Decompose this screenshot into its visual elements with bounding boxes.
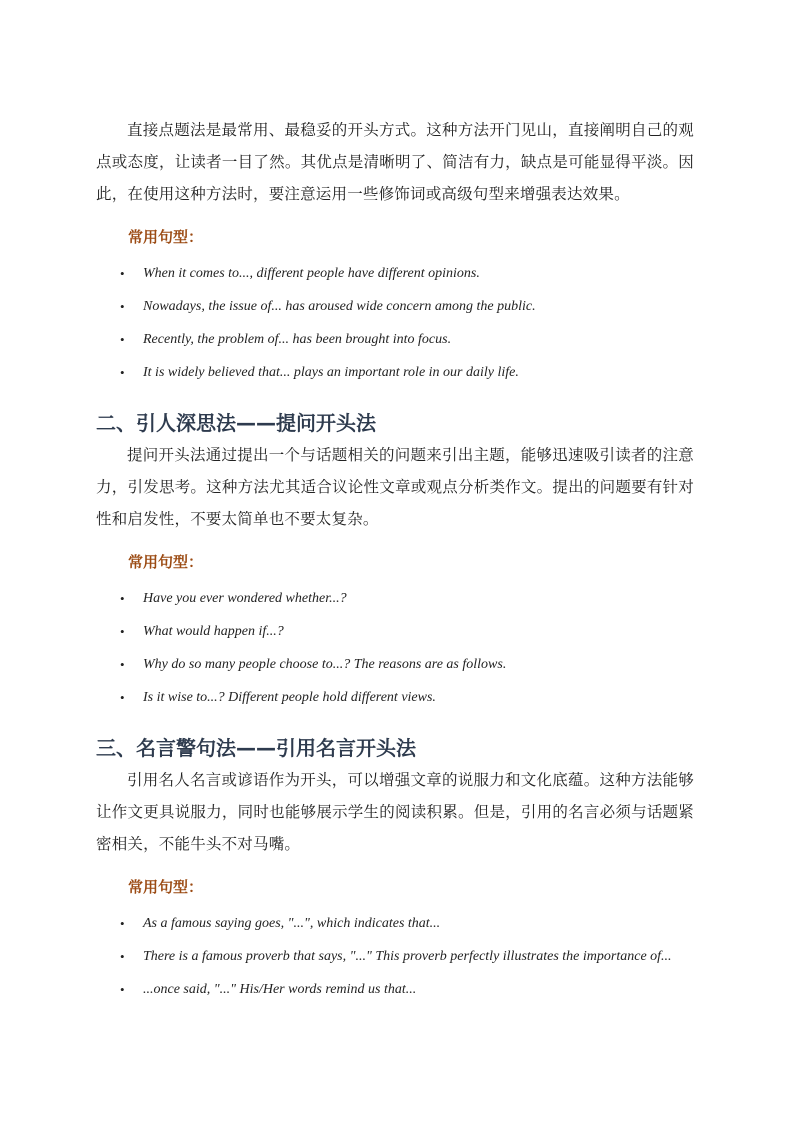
list-item: • It is widely believed that... plays an important role in our daily life. [96, 360, 694, 386]
section1-list [96, 261, 694, 386]
list-item: • Recently, the problem of... has been brought into focus. [96, 327, 694, 353]
section2-list [96, 586, 694, 711]
bullet-icon: • [120, 982, 125, 997]
section1-label: 常用句型： [128, 228, 204, 246]
list-item: • As a famous saying goes, "...", which indicates that... [96, 911, 694, 937]
bullet-icon: • [120, 657, 125, 672]
section3-label: 常用句型： [128, 878, 204, 896]
document-page [96, 114, 694, 1003]
list-item: • Is it wise to...? Different people hold different views. [96, 685, 694, 711]
bullet-icon: • [120, 949, 125, 964]
list-item: • What would happen if...? [96, 619, 694, 645]
section2-paragraph: 提问开头法通过提出一个与话题相关的问题来引出主题，能够迅速吸引读者的注意力，引发思考。这种方法尤其适合议论性文章或观点分析类作文。提出的问题要有针对性和启发性，不要太简单也不要太复杂。 [96, 446, 694, 528]
section3-heading: 三、名言警句法——引用名言开头法 [96, 736, 416, 760]
section1-paragraph: 直接点题法是最常用、最稳妥的开头方式。这种方法开门见山，直接阐明自己的观点或态度，让读者一目了然。其优点是清晰明了、简洁有力，缺点是可能显得平淡。因此，在使用这种方法时，要注意运用一些修饰词或高级句型来增强表达效果。 [96, 121, 694, 203]
list-item: • Have you ever wondered whether...? [96, 586, 694, 612]
section2-label: 常用句型： [128, 553, 204, 571]
list-item: • Nowadays, the issue of... has aroused wide concern among the public. [96, 294, 694, 320]
list-item: • Why do so many people choose to...? The reasons are as follows. [96, 652, 694, 678]
list-item: • ...once said, "..." His/Her words remind us that... [96, 977, 694, 1003]
bullet-icon: • [120, 624, 125, 639]
section3-paragraph: 引用名人名言或谚语作为开头，可以增强文章的说服力和文化底蕴。这种方法能够让作文更具说服力，同时也能够展示学生的阅读积累。但是，引用的名言必须与话题紧密相关，不能牛头不对马嘴。 [96, 771, 694, 853]
bullet-icon: • [120, 332, 125, 347]
bullet-icon: • [120, 299, 125, 314]
bullet-icon: • [120, 591, 125, 606]
list-item: • When it comes to..., different people have different opinions. [96, 261, 694, 287]
bullet-icon: • [120, 266, 125, 281]
section2-heading: 二、引人深思法——提问开头法 [96, 411, 376, 435]
section3-list [96, 911, 694, 1003]
bullet-icon: • [120, 365, 125, 380]
bullet-icon: • [120, 916, 125, 931]
bullet-icon: • [120, 690, 125, 705]
list-item: • There is a famous proverb that says, "..." This proverb perfectly illustrates the importance of... [96, 944, 694, 970]
